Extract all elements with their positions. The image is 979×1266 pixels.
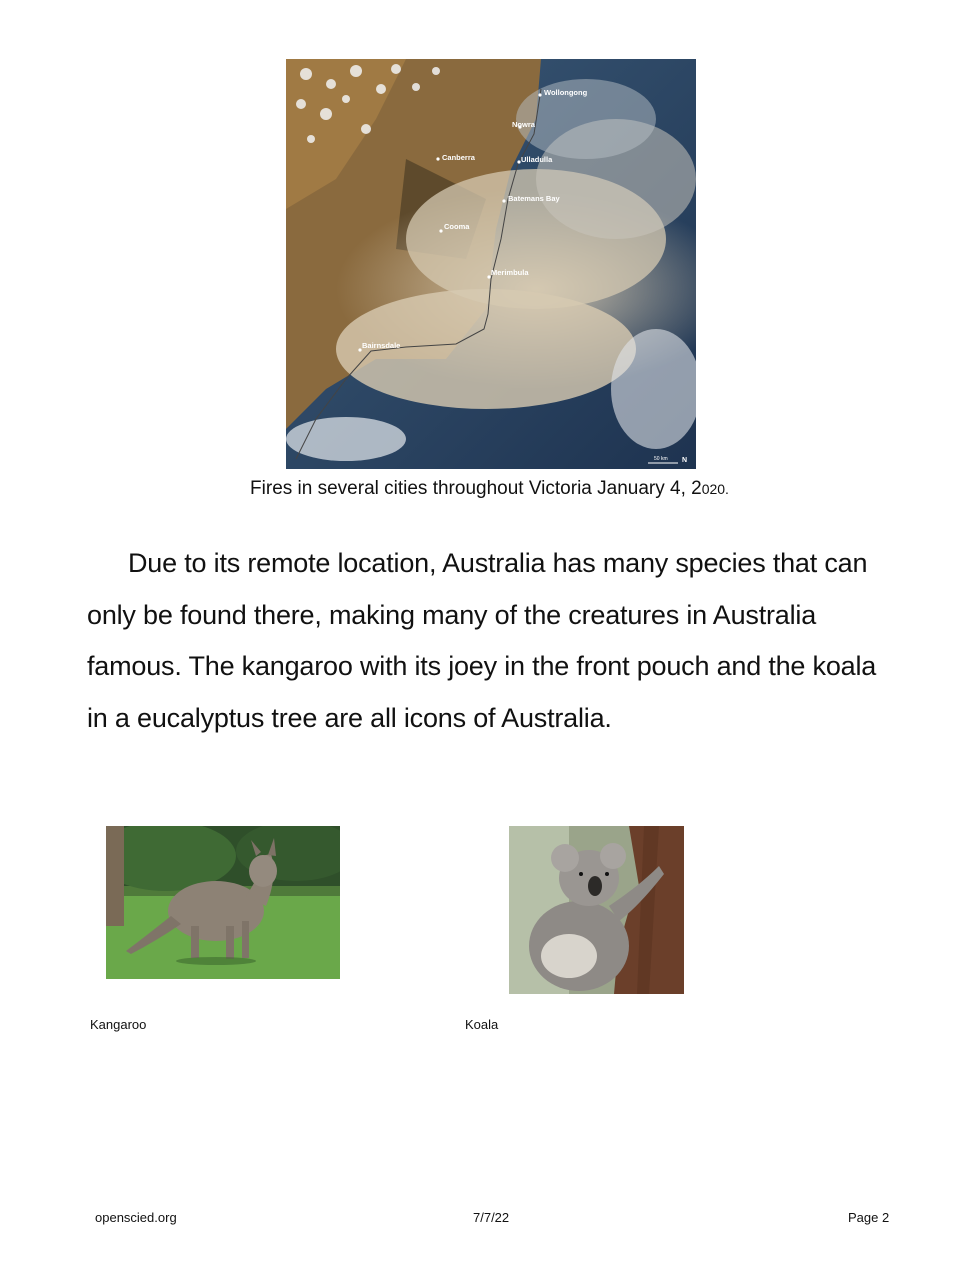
caption-text: Fires in several cities throughout Victoria January 4, 2 — [250, 478, 702, 499]
map-label-ulladulla: Ulladulla — [521, 155, 553, 164]
footer-website: openscied.org — [95, 1210, 177, 1225]
footer-date: 7/7/22 — [473, 1210, 510, 1225]
map-label-cooma: Cooma — [444, 222, 470, 231]
map-label-bairnsdale: Bairnsdale — [362, 341, 401, 350]
north-arrow-icon: N — [682, 457, 688, 464]
map-label-wollongong: Wollongong — [544, 88, 588, 97]
satellite-image-australia-fires — [286, 59, 696, 469]
footer-page-number: Page 2 — [848, 1210, 890, 1225]
caption-text-small: 020. — [701, 481, 729, 497]
map-label-nowra: Nowra — [512, 120, 535, 129]
map-label-batemans-bay: Batemans Bay — [508, 194, 560, 203]
koala-label: Koala — [465, 1017, 499, 1032]
body-paragraph: Due to its remote location, Australia has many species that can only be found there, making many of the creatures in Australia famous. The kangaroo with its joey in the front pouch and the koala in a eucalyptus tree are all icons of Australia. — [87, 548, 877, 733]
map-label-merimbula: Merimbula — [491, 268, 529, 277]
kangaroo-label: Kangaroo — [90, 1017, 147, 1032]
kangaroo-photo — [106, 826, 340, 979]
image-caption — [0, 478, 979, 500]
koala-photo — [509, 826, 684, 994]
map-label-canberra: Canberra — [442, 153, 475, 162]
map-scale-label: 50 km — [654, 456, 668, 462]
